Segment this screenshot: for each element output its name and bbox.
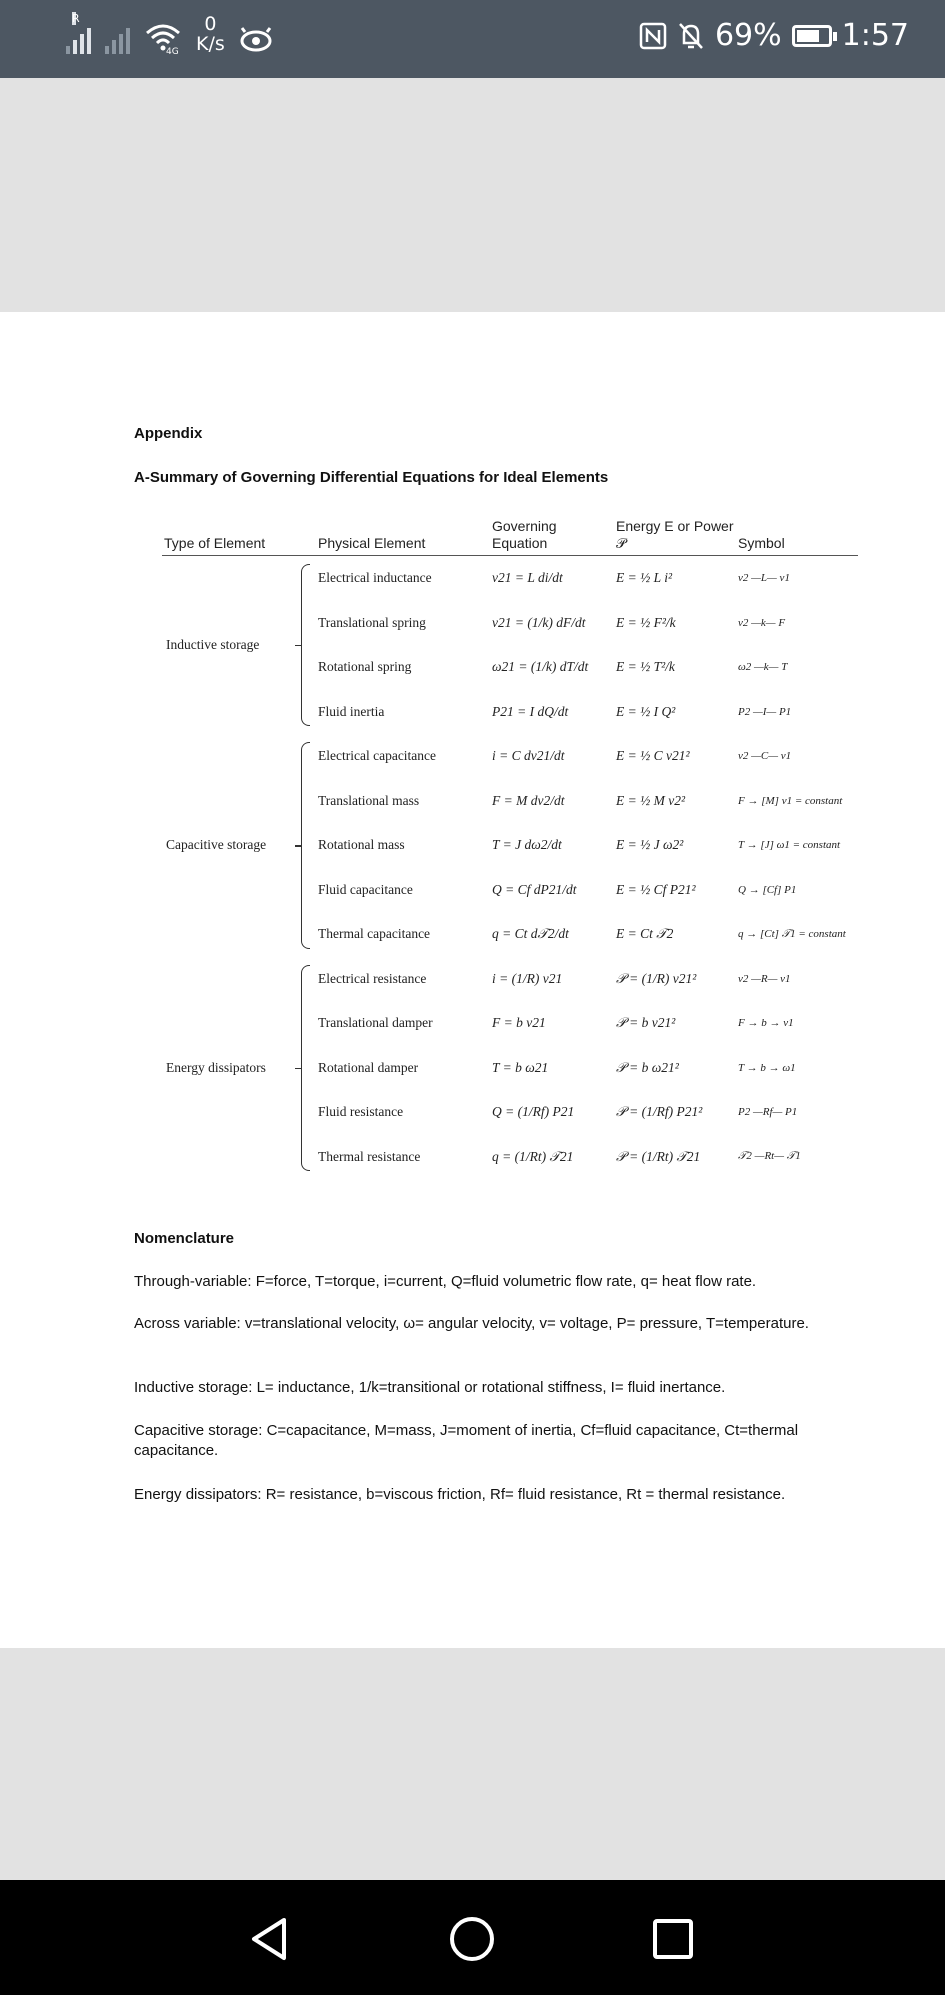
signal-icon-sim1 — [66, 12, 91, 54]
governing-equation: F = b v21 — [492, 1015, 546, 1031]
group-cell-dissipators — [162, 957, 316, 1180]
element-name: Fluid resistance — [318, 1104, 404, 1120]
clock: 1:57 — [841, 18, 909, 53]
element-symbol: v2 —R— v1 — [738, 972, 791, 985]
nomenclature-capacitive: Capacitive storage: C=capacitance, M=mass, J=moment of inertia, Cf=fluid capacitance, Ct=thermal capacitance. — [134, 1422, 799, 1459]
energy-expression: 𝒫 = (1/Rf) P21² — [616, 1104, 703, 1120]
governing-equation: P21 = I dQ/dt — [492, 703, 569, 719]
element-name: Electrical capacitance — [318, 748, 437, 764]
element-symbol: v2 —L— v1 — [738, 572, 790, 585]
element-symbol: P2 —Rf— P1 — [738, 1106, 798, 1119]
appendix-heading: Appendix — [134, 425, 203, 442]
home-circle-icon[interactable] — [449, 1916, 495, 1962]
header-physical-element: Physical Element — [316, 518, 490, 556]
eye-comfort-icon — [239, 24, 273, 54]
back-triangle-icon[interactable] — [248, 1916, 290, 1962]
brace-icon — [301, 564, 310, 726]
net-speed-value: 0 — [204, 13, 217, 35]
element-symbol: Q → [Cf] P1 — [738, 883, 797, 896]
net-speed-unit: K/s — [196, 33, 225, 55]
element-symbol: 𝒯2 —Rt— 𝒯1 — [738, 1150, 801, 1163]
group-label: Energy dissipators — [166, 1059, 266, 1075]
governing-equation: i = (1/R) v21 — [492, 970, 563, 986]
element-name: Fluid inertia — [318, 703, 385, 719]
element-name: Translational damper — [318, 1015, 433, 1031]
wifi-icon — [144, 22, 182, 54]
brace-icon — [301, 965, 310, 1172]
energy-expression: 𝒫 = (1/Rt) 𝒯21 — [616, 1148, 701, 1164]
navigation-bar — [0, 1880, 945, 1995]
nomenclature-through: Through-variable: F=force, T=torque, i=current, Q=fluid volumetric flow rate, q= heat flow rate. — [134, 1273, 757, 1290]
governing-equation: q = (1/Rt) 𝒯21 — [492, 1148, 574, 1164]
network-tag: 4G — [166, 47, 179, 54]
element-name: Thermal capacitance — [318, 926, 431, 942]
energy-expression: E = ½ M v2² — [616, 792, 686, 808]
signal-icon-sim2 — [105, 18, 130, 54]
nomenclature-dissipators: Energy dissipators: R= resistance, b=viscous friction, Rf= fluid resistance, Rt = thermal resistance. — [134, 1486, 786, 1503]
energy-expression: 𝒫 = b ω21² — [616, 1059, 679, 1075]
governing-equation: T = J dω2/dt — [492, 837, 562, 853]
group-cell-capacitive — [162, 734, 316, 957]
element-name: Rotational mass — [318, 837, 405, 853]
sim-tag: R — [72, 12, 80, 25]
element-name: Electrical resistance — [318, 970, 427, 986]
nomenclature-across: Across variable: v=translational velocity, ω= angular velocity, v= voltage, P= pressure, T=temperature. — [134, 1315, 809, 1332]
element-name: Translational spring — [318, 614, 426, 630]
governing-equation: i = C dv21/dt — [492, 748, 565, 764]
battery-icon — [792, 25, 832, 47]
governing-equation: F = M dv2/dt — [492, 792, 565, 808]
recents-square-icon[interactable] — [652, 1918, 694, 1960]
header-type: Type of Element — [162, 518, 316, 556]
header-energy-power: Energy E or Power 𝒫 — [614, 518, 736, 556]
element-name: Translational mass — [318, 792, 420, 808]
element-symbol: T → b → ω1 — [738, 1061, 796, 1074]
energy-expression: 𝒫 = b v21² — [616, 1015, 676, 1031]
element-symbol: T → [J] ω1 = constant — [738, 839, 841, 852]
battery-percent: 69% — [714, 18, 782, 53]
element-symbol: v2 —C— v1 — [738, 750, 792, 763]
element-symbol: F → [M] v1 = constant — [738, 794, 843, 807]
net-speed — [196, 14, 225, 54]
governing-equation: T = b ω21 — [492, 1059, 549, 1075]
element-name: Electrical inductance — [318, 570, 432, 586]
nomenclature-inductive: Inductive storage: L= inductance, 1/k=transitional or rotational stiffness, I= fluid inertance. — [134, 1379, 726, 1396]
energy-expression: E = ½ I Q² — [616, 703, 676, 719]
energy-expression: 𝒫 = (1/R) v21² — [616, 970, 697, 986]
governing-equation: Q = (1/Rf) P21 — [492, 1104, 575, 1120]
header-symbol: Symbol — [736, 518, 858, 556]
energy-expression: E = ½ T²/k — [616, 659, 675, 675]
header-governing-equation: Governing Equation — [490, 518, 614, 556]
element-symbol: ω2 —k— T — [738, 661, 788, 674]
energy-expression: E = Ct 𝒯2 — [616, 926, 674, 942]
energy-expression: E = ½ C v21² — [616, 748, 690, 764]
energy-expression: E = ½ L i² — [616, 570, 673, 586]
group-label: Inductive storage — [166, 637, 260, 652]
governing-equation: q = Ct d𝒯2/dt — [492, 926, 569, 942]
element-symbol: P2 —I— P1 — [738, 705, 792, 718]
energy-expression: E = ½ J ω2² — [616, 837, 684, 853]
group-label: Capacitive storage — [166, 837, 267, 853]
energy-expression: E = ½ Cf P21² — [616, 881, 696, 897]
mute-bell-icon — [677, 21, 705, 51]
element-name: Thermal resistance — [318, 1148, 421, 1164]
energy-expression: E = ½ F²/k — [616, 614, 676, 630]
table-row — [162, 556, 858, 601]
element-name: Rotational damper — [318, 1059, 419, 1075]
equations-table — [162, 518, 858, 1179]
group-cell-inductive — [162, 556, 316, 735]
table-row — [162, 957, 858, 1002]
element-name: Fluid capacitance — [318, 881, 413, 897]
governing-equation: Q = Cf dP21/dt — [492, 881, 577, 897]
element-name: Rotational spring — [318, 659, 412, 675]
governing-equation: v21 = (1/k) dF/dt — [492, 614, 586, 630]
nfc-icon — [639, 22, 667, 50]
status-bar — [0, 0, 945, 78]
governing-equation: ω21 = (1/k) dT/dt — [492, 659, 589, 675]
table-title: A-Summary of Governing Differential Equations for Ideal Elements — [134, 469, 609, 486]
governing-equation: v21 = L di/dt — [492, 570, 563, 586]
nomenclature-title: Nomenclature — [134, 1230, 235, 1247]
element-symbol: v2 —k— F — [738, 616, 786, 629]
element-symbol: F → b → v1 — [738, 1017, 794, 1030]
element-symbol: q → [Ct] 𝒯1 = constant — [738, 927, 846, 940]
brace-icon — [301, 742, 310, 949]
table-row — [162, 734, 858, 779]
